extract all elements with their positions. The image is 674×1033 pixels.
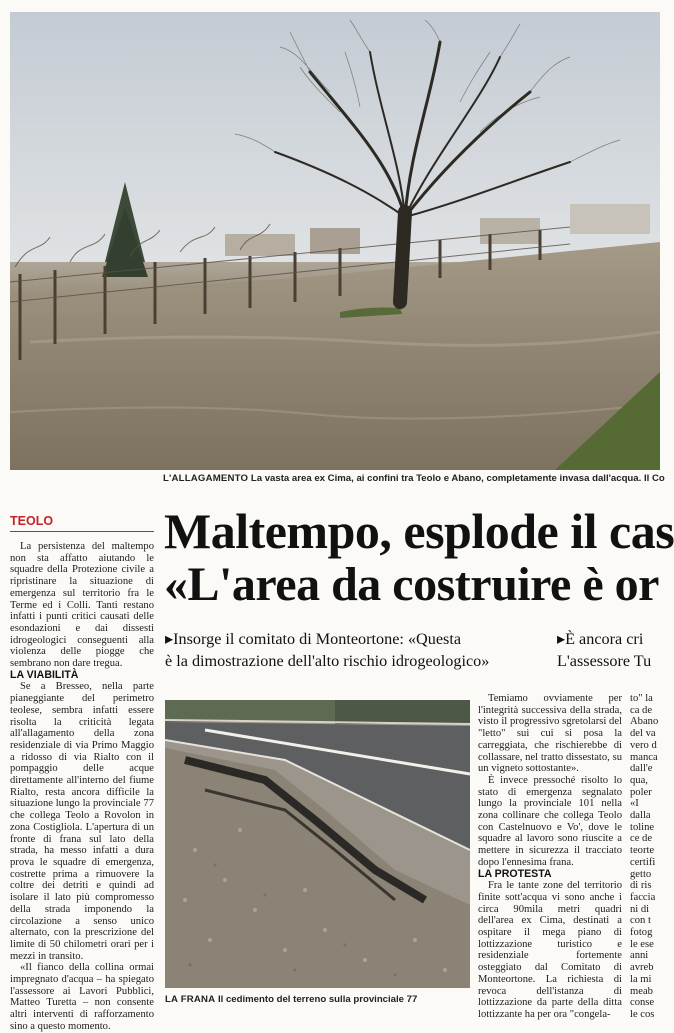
caption-tag: L'ALLAGAMENTO: [163, 473, 249, 484]
column-4-line: getto: [630, 868, 652, 880]
column-4-line: Abano: [630, 716, 659, 728]
column-4-line: la mi: [630, 973, 652, 985]
deck-right-line-2: L'assessore Tu: [557, 652, 652, 670]
column-4-line: faccia: [630, 891, 656, 903]
article-column-1: [10, 541, 154, 1032]
column-4-line: avreb: [630, 962, 654, 974]
column-4-line: certifi: [630, 856, 656, 868]
column-4-line: qua,: [630, 774, 648, 786]
article-column-3: [478, 693, 622, 1020]
mid-caption-tag: LA FRANA: [165, 994, 216, 1005]
paragraph-intro: La persistenza del maltempo non sta affatto aiutando le squadre della Protezione civile a ripristinare la situazione di emergenza sul territorio fra le Terme ed i Colli. Tanti restano infatti i punti critici causati delle esondazioni e dai dissesti idrogeologici conseguenti alla violenza delle piogge che sembrano non dare tregua.: [10, 541, 154, 670]
caption-text: La vasta area ex Cima, ai confini tra Teolo e Abano, completamente invasa dall'acqua. Il Co: [250, 473, 665, 484]
column-4-line: dalla: [630, 810, 651, 822]
headline-line-1: Maltempo, esplode il cas: [164, 503, 674, 559]
deck-right-line-1: ▸È ancora cri: [557, 630, 644, 648]
column-4-line: ce de: [630, 833, 653, 845]
mid-photo-caption: [165, 994, 417, 1006]
column-4-line: le cos: [630, 1008, 655, 1020]
section-label: TEOLO: [10, 514, 54, 528]
column-4-line: meab: [630, 985, 653, 997]
column-4-line: toline: [630, 821, 655, 833]
deck-left-line-1: ▸Insorge il comitato di Monteortone: «Questa: [165, 630, 461, 648]
column-4-line: to" la: [630, 693, 653, 704]
column-4-line: anni: [630, 950, 649, 962]
paragraph-protesta: Fra le tante zone del territorio finite sott'acqua vi sono anche i circa 90mila metri quadri dell'area ex Cima, destinati a ospitare il mega piano di lottizzazione turistico e residenziale fortemente osteggiato dal Comitato di Monteortone. La richiesta di revoca dell'istanza di lottizzazione da parte della ditta lottizzante ha per ora "congela-: [478, 880, 622, 1020]
paragraph-viabilita: Se a Bresseo, nella parte pianeggiante del perimetro teolese, sembra infatti essere risolta la criticità legata all'allagamento della zona residenziale di via Primo Maggio a ridosso di via Rialto con il pompaggio delle acque direttamente all'interno del fiume Rialto, resta ancora difficile la situazione lungo la provinciale 77 che collega Teolo a Rovolon in zona Costigliola. L'apertura di un fronte di frana sul lato della strada, ha messo infatti a dura prova le squadre di emergenza, costrette prima a rimuovere la coltre dei detriti e quindi ad isolare il lato più compromesso della strada imponendo la circolazione a senso unico alternato, con la prescrizione del limite di 50 chilometri orari per i mezzi in transito.: [10, 681, 154, 962]
column-4-line: «I: [630, 798, 639, 810]
deck-right: [557, 628, 660, 672]
landslide-illustration: [165, 700, 470, 988]
flood-scene-illustration: [10, 12, 660, 470]
section-rule: [10, 531, 154, 532]
flood-photo: [10, 12, 660, 470]
column-4-line: conse: [630, 997, 655, 1009]
article-column-4: [630, 693, 660, 1020]
paragraph-strada: Temiamo ovviamente per l'integrità successiva della strada, visto il progressivo sgretolarsi del "letto" sui cui si posa la carreggiata, che rischierebbe di collassare, nel tratto dissestato, su un vigneto sottostante».: [478, 693, 622, 775]
column-4-line: manca: [630, 751, 658, 763]
column-4-line: del va: [630, 728, 656, 740]
column-4-line: vero d: [630, 739, 657, 751]
column-4-line: di ris: [630, 880, 652, 892]
deck-left: [165, 628, 555, 672]
column-4-line: fotog: [630, 927, 653, 939]
deck-left-line-2: è la dimostrazione dell'alto rischio idrogeologico»: [165, 652, 490, 670]
paragraph-quote: «Il fianco della collina ormai impregnato d'acqua – ha spiegato l'assessore ai Lavori Pubblici, Matteo Turetta – non consente altri interventi di rafforzamento sino a questo momento.: [10, 962, 154, 1032]
top-photo-caption: [163, 473, 665, 485]
headline-line-2: «L'area da costruire è or: [164, 558, 659, 611]
paragraph-provinciale: È invece pressoché risolto lo stato di emergenza segnalato lungo la provinciale 101 nella zona collinare che collega Teolo con Castelnuovo e Vo', dove le squadre al lavoro sono riuscite a mettere in sicurezza il tracciato dopo l'ennesima frana.: [478, 774, 622, 868]
column-4-line: teorte: [630, 845, 655, 857]
column-4-line: le ese: [630, 938, 654, 950]
mid-caption-text: Il cedimento del terreno sulla provinciale 77: [217, 994, 418, 1005]
subhead-viabilita: LA VIABILITÀ: [10, 668, 79, 681]
landslide-photo: [165, 700, 470, 988]
column-4-line: con t: [630, 915, 651, 927]
column-4-line: dall'e: [630, 763, 653, 775]
column-4-line: ca de: [630, 704, 653, 716]
subhead-protesta: LA PROTESTA: [478, 867, 552, 880]
column-4-line: ni di: [630, 903, 650, 915]
column-4-line: poler: [630, 786, 652, 798]
